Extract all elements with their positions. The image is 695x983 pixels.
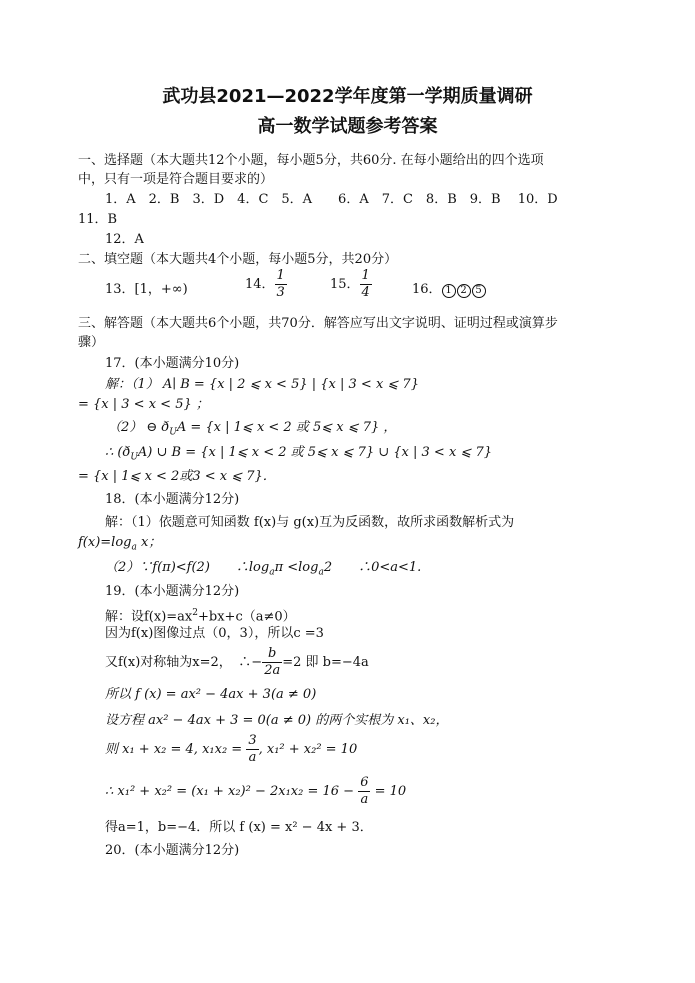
section2-heading: 二、填空题（本大题共4个小题，每小题5分，共20分）	[78, 252, 398, 267]
page-subtitle: 高一数学试题参考答案	[257, 116, 438, 137]
problem-18-line1: 解：（1）依题意可知函数 f(x)与 g(x)互为反函数，故所求函数解析式为	[105, 515, 515, 530]
page-title: 武功县2021—2022学年度第一学期质量调研	[162, 86, 533, 107]
problem-19-line4: 所以 f (x) = ax² − 4ax + 3(a ≠ 0)	[105, 687, 317, 702]
problem-19-line2: 因为f(x)图像过点（0，3），所以c =3	[105, 626, 324, 641]
fraction-denominator: a	[246, 749, 258, 766]
answer-15	[330, 268, 372, 301]
section1-answers-row3: 12．A	[105, 232, 144, 247]
problem-19-line6	[105, 733, 357, 766]
problem-20-title: 20．(本小题满分12分)	[105, 843, 240, 858]
problem-19-line1	[105, 604, 296, 626]
fraction-6-over-a	[358, 775, 370, 808]
problem-18-title: 18．(本小题满分12分)	[105, 492, 240, 507]
section3-heading-cont: 骤）	[78, 335, 105, 350]
section1-heading-cont: 中，只有一项是符合题目要求的）	[78, 172, 274, 187]
problem-17-line3	[108, 419, 396, 442]
fraction-denominator: a	[358, 791, 370, 808]
fraction-numerator: 1	[361, 268, 370, 283]
answer-13: 13．[1，+∞)	[105, 282, 188, 297]
answer-16	[412, 281, 487, 299]
problem-18-line2	[78, 534, 161, 557]
section1-heading: 一、选择题（本大题共12个小题，每小题5分，共60分. 在每小题给出的四个选项	[78, 153, 544, 168]
inequality-part2: π <log	[274, 560, 319, 575]
log-prefix: f(x)=log	[78, 535, 132, 550]
vieta-prefix: 则 x₁ + x₂ = 4, x₁x₂ =	[105, 742, 247, 757]
problem-17-line4	[105, 444, 492, 467]
axis-result: =2 即 b=−4a	[282, 655, 369, 670]
fraction-one-quarter	[360, 268, 372, 301]
vieta-suffix: , x₁² + x₂² = 10	[258, 742, 358, 757]
answer-14-label: 14．	[245, 277, 275, 292]
inequality-part3: 2 ∴0<a<1.	[323, 560, 422, 575]
sum-squares-prefix: ∴ x₁² + x₂² = (x₁ + x₂)² − 2x₁x₂ = 16 −	[105, 784, 359, 799]
section1-answers-row2: 11．B	[78, 212, 118, 227]
circled-number: 2	[457, 284, 471, 298]
union-prefix: ∴ (ð	[105, 445, 131, 460]
problem-19-line8: 得a=1，b=−4．所以 f (x) = x² − 4x + 3．	[105, 820, 373, 835]
problem-18-line3	[105, 559, 421, 582]
subscript-a: a	[131, 542, 137, 553]
subscript-u: U	[130, 452, 138, 463]
circled-number: 1	[442, 284, 456, 298]
section3-heading: 三、解答题（本大题共6个小题，共70分．解答应写出文字说明、证明过程或演算步	[78, 316, 558, 331]
problem-17-line2: = {x | 3 < x < 5} ；	[78, 397, 209, 412]
inequality-part1: （2）∵f(π)<f(2) ∴log	[105, 560, 270, 575]
problem-19-line3	[105, 646, 369, 679]
fraction-denominator: 4	[361, 285, 370, 300]
fraction-one-third	[275, 268, 287, 301]
answer-14	[245, 268, 287, 301]
problem-19-line7	[105, 775, 406, 808]
fraction-numerator: 1	[276, 268, 285, 283]
quadratic-rest: +bx+c（a≠0）	[198, 609, 296, 625]
fraction-denominator: 3	[276, 285, 285, 300]
fraction-denominator: 2a	[264, 663, 281, 678]
complement-set: A = {x | 1⩽ x < 2 或 5⩽ x ⩽ 7} ，	[176, 420, 397, 435]
problem-17-line5: = {x | 1⩽ x < 2或3 < x ⩽ 7}．	[78, 469, 276, 484]
axis-text: 又f(x)对称轴为x=2， ∴−	[105, 655, 263, 670]
circled-number: 5	[472, 284, 486, 298]
fraction-numerator: 6	[360, 775, 369, 790]
answer-15-label: 15．	[330, 277, 360, 292]
fraction-b-over-2a	[262, 646, 282, 679]
problem-17-title: 17．(本小题满分10分)	[105, 356, 240, 371]
union-expression: A) ∪ B = {x | 1⩽ x < 2 或 5⩽ x ⩽ 7} ∪ {x | 3 < x ⩽ 7}	[137, 445, 492, 460]
subscript-a: a	[318, 567, 324, 578]
sum-squares-suffix: = 10	[370, 784, 407, 799]
superscript-2: 2	[192, 608, 198, 618]
complement-prefix: （2） ⊖ ð	[108, 420, 170, 435]
problem-19-title: 19．(本小题满分12分)	[105, 584, 240, 599]
fraction-numerator: 3	[248, 733, 257, 748]
fraction-3-over-a	[246, 733, 258, 766]
answer-16-label: 16．	[412, 282, 442, 297]
quadratic-prefix: 解：设f(x)=ax	[105, 609, 193, 625]
section1-answers-row1: 1．A 2．B 3．D 4．C 5．A 6．A 7．C 8．B 9．B 10．D	[105, 192, 558, 207]
log-argument: x；	[136, 535, 162, 550]
subscript-u: U	[169, 427, 177, 438]
problem-19-line5: 设方程 ax² − 4ax + 3 = 0(a ≠ 0) 的两个实根为 x₁、x₂，	[105, 713, 449, 728]
problem-17-line1: 解：（1） A∣ B = {x | 2 ⩽ x < 5} | {x | 3 < x ⩽ 7}	[105, 377, 419, 392]
fraction-numerator: b	[268, 646, 277, 661]
subscript-a: a	[269, 567, 275, 578]
